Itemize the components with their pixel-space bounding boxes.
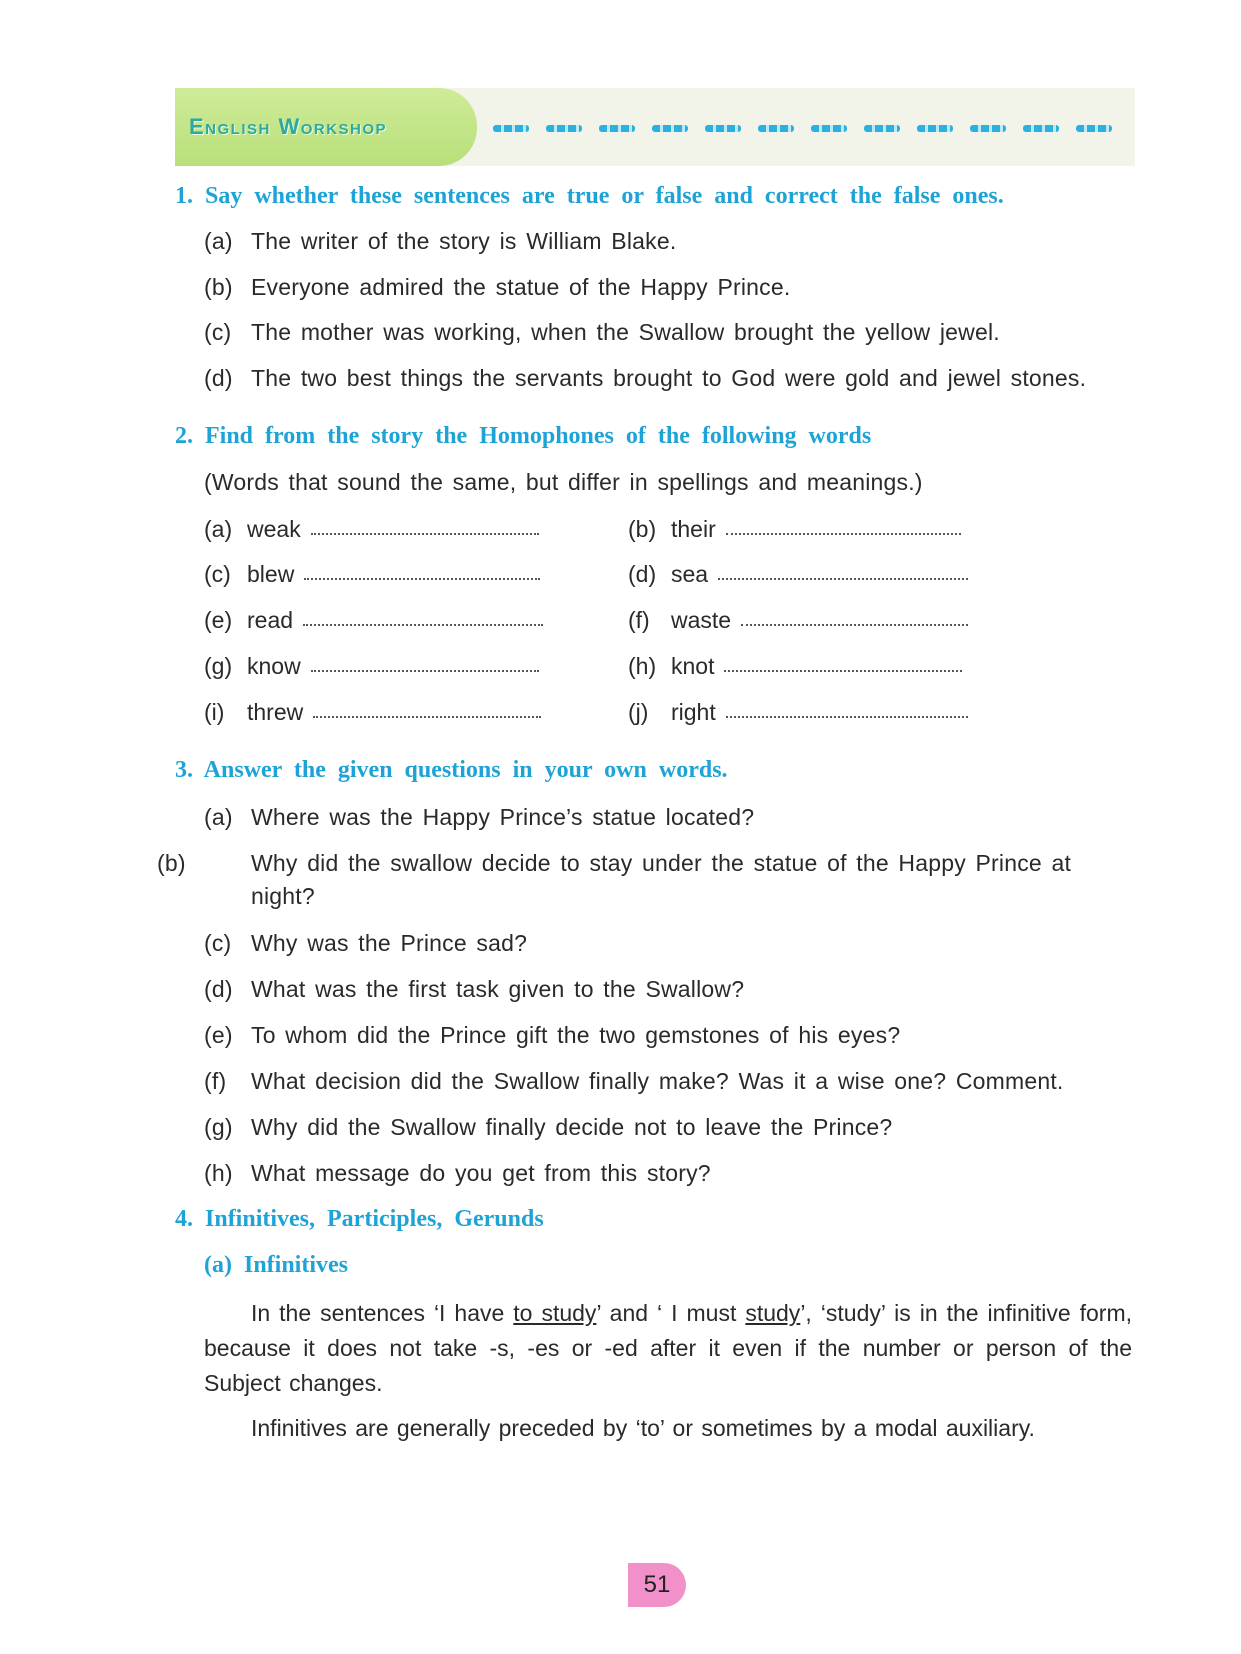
homophone-item-f[interactable]: (f) waste [628,604,968,636]
homophone-item-d[interactable]: (d) sea [628,558,968,590]
q1-item-d: (d) The two best things the servants brought to God were gold and jewel stones. [204,365,1087,391]
infinitives-paragraph-1: In the sentences ‘I have to study’ and ‘ I must study’, ‘study’ is in the infinitive form, because it does not take -s, -es or -ed after it even if the number or person of the Subject changes. [204,1300,1133,1396]
answer-blank[interactable] [311,669,539,672]
homophone-item-h[interactable]: (h) knot [628,650,962,682]
banner-label-pill [175,88,477,166]
question-1-title: 1. Say whether these sentences are true or false and correct the false ones. [175,183,1004,209]
answer-blank[interactable] [304,577,540,580]
answer-blank[interactable] [313,715,541,718]
homophone-item-e[interactable]: (e) read [204,604,543,636]
answer-blank[interactable] [718,577,968,580]
homophone-item-a[interactable]: (a) weak [204,513,539,545]
homophone-item-i[interactable]: (i) threw [204,696,541,728]
homophone-item-b[interactable]: (b) their [628,513,961,545]
underlined-example: to study [513,1300,597,1326]
question-3-title: 3. Answer the given questions in your own words. [175,757,728,783]
section-banner [175,88,1135,166]
infinitives-subheading: (a) Infinitives [204,1252,348,1278]
answer-blank[interactable] [303,623,543,626]
q3-item-g: (g) Why did the Swallow finally decide not to leave the Prince? [204,1114,893,1140]
answer-blank[interactable] [311,532,539,535]
q1-item-c: (c) The mother was working, when the Swallow brought the yellow jewel. [204,319,1000,345]
q1-item-a: (a) The writer of the story is William Blake. [204,228,677,254]
infinitives-paragraph-2: Infinitives are generally preceded by ‘to’ or sometimes by a modal auxiliary. [251,1415,1035,1441]
answer-blank[interactable] [724,669,962,672]
underlined-example: study [745,1300,801,1326]
homophone-item-g[interactable]: (g) know [204,650,539,682]
answer-blank[interactable] [741,623,968,626]
banner-dash-decoration [493,125,1112,132]
q1-item-b: (b) Everyone admired the statue of the Happy Prince. [204,274,791,300]
q3-item-f: (f) What decision did the Swallow finally make? Was it a wise one? Comment. [204,1068,1064,1094]
q3-item-b: (b) Why did the swallow decide to stay under the statue of the Happy Prince at night? [157,850,1072,909]
q3-item-d: (d) What was the first task given to the Swallow? [204,976,745,1002]
q3-item-c: (c) Why was the Prince sad? [204,930,528,956]
q3-item-a: (a) Where was the Happy Prince’s statue located? [204,804,755,830]
q3-item-e: (e) To whom did the Prince gift the two gemstones of his eyes? [204,1022,901,1048]
page-number: 51 [628,1563,686,1607]
question-4-title: 4. Infinitives, Participles, Gerunds [175,1206,544,1232]
question-2-title: 2. Find from the story the Homophones of the following words [175,423,872,449]
answer-blank[interactable] [726,532,961,535]
q3-item-h: (h) What message do you get from this story? [204,1160,711,1186]
banner-title: English Workshop [189,114,388,139]
homophone-item-c[interactable]: (c) blew [204,558,540,590]
q2-note: (Words that sound the same, but differ in spellings and meanings.) [204,469,923,495]
homophone-item-j[interactable]: (j) right [628,696,968,728]
answer-blank[interactable] [726,715,968,718]
